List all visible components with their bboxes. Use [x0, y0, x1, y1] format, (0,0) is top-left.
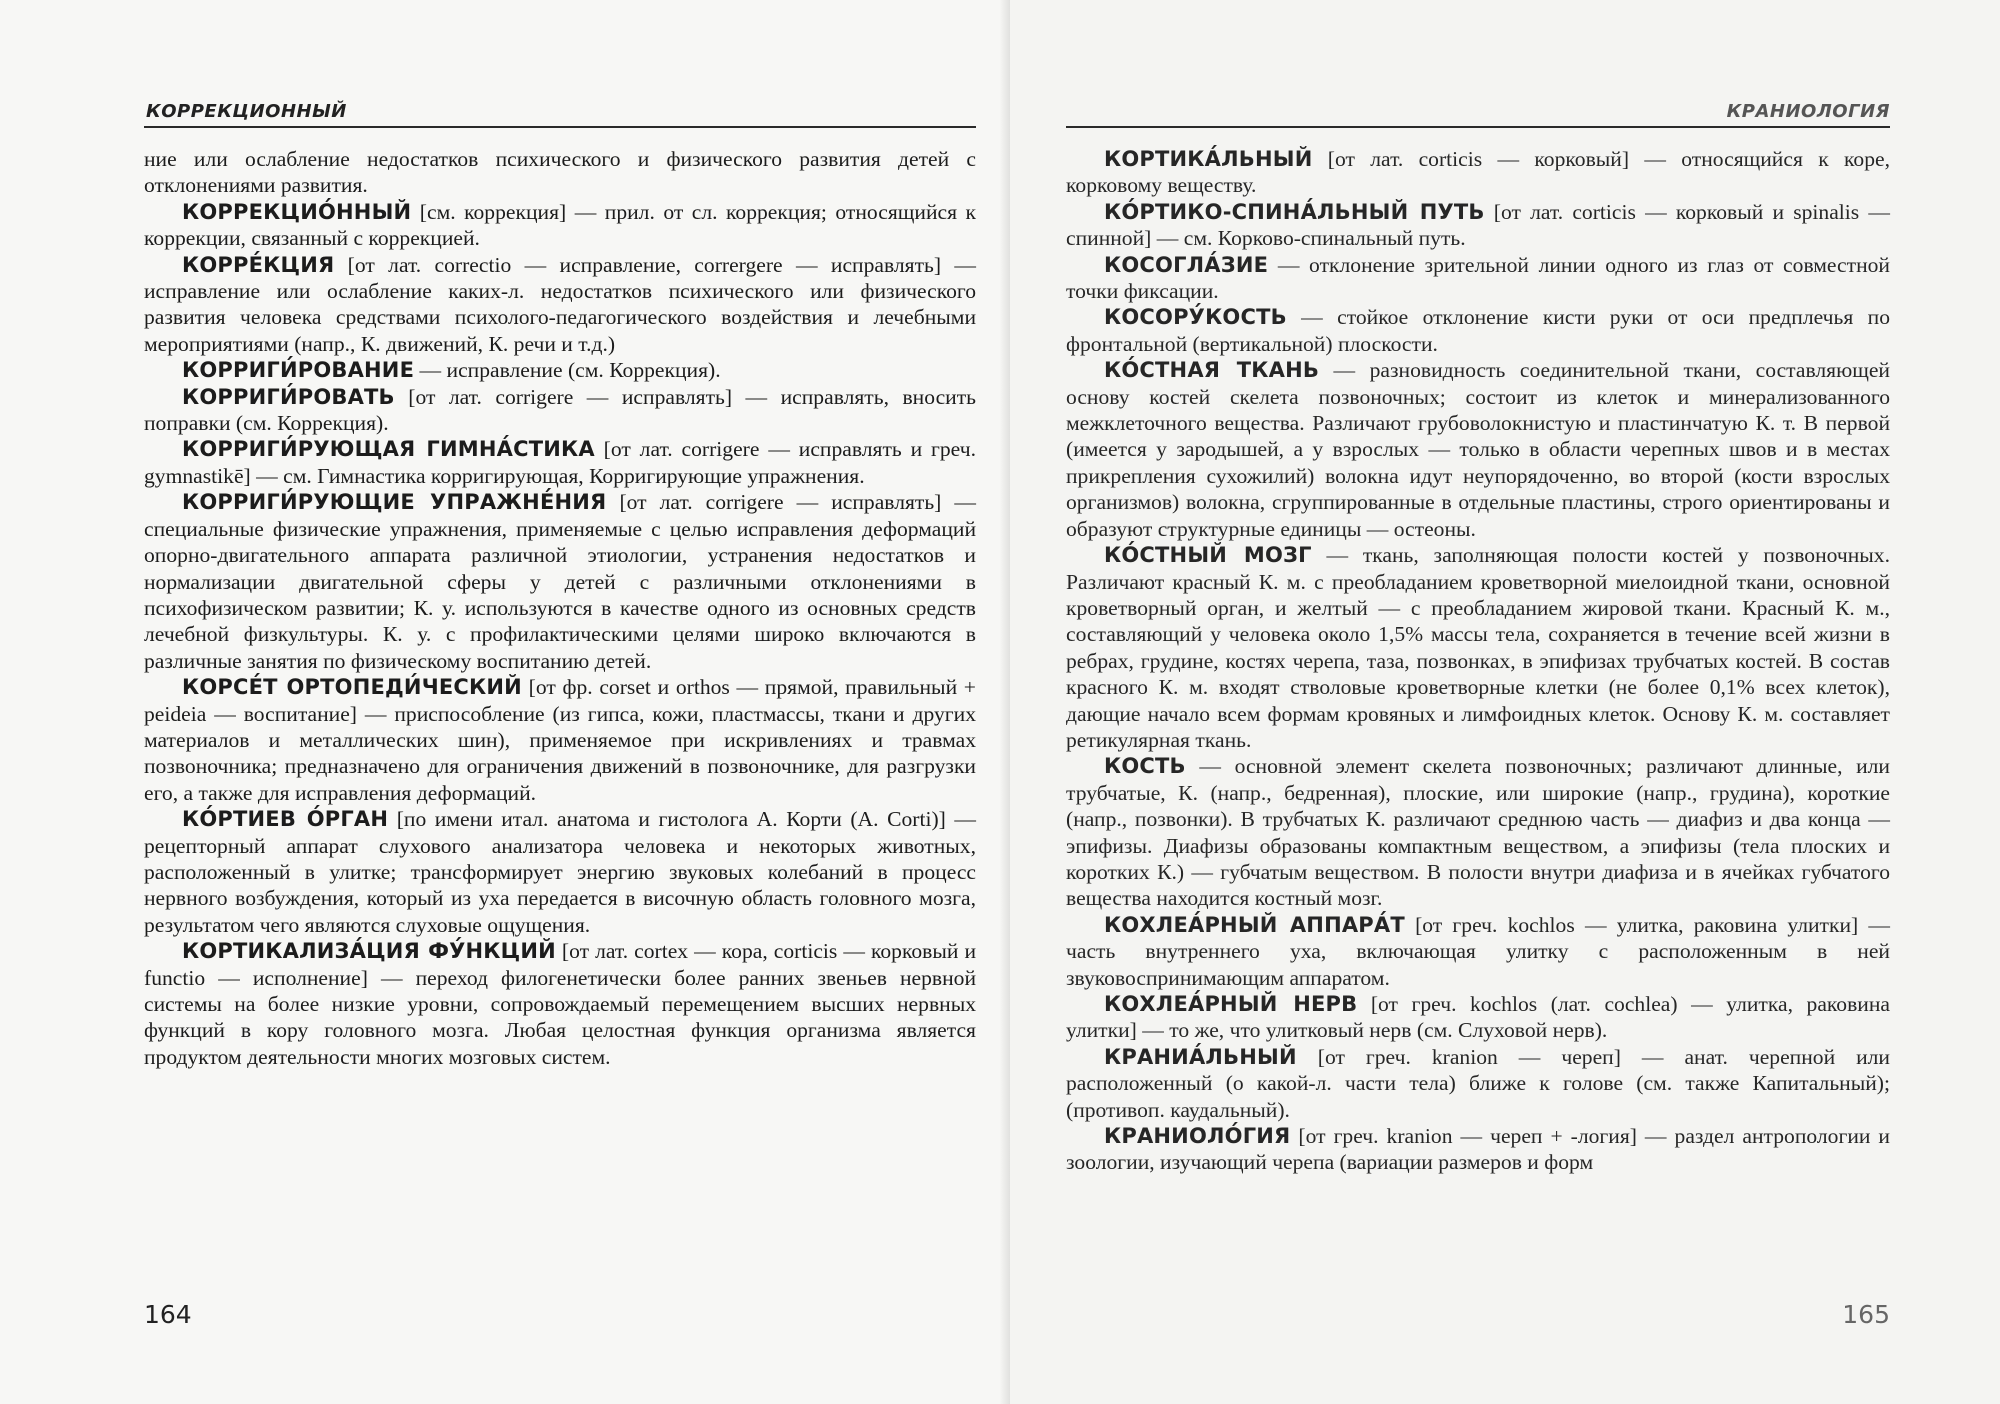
dictionary-entry: [1066, 1044, 1890, 1123]
entry-body: [от лат. corrigere — исправлять и греч. gymnastikē] — см. Гимнастика корригирующая, Корригирующие упражнения.: [144, 437, 976, 488]
dictionary-entry: [144, 436, 976, 489]
entry-term: КОХЛЕА́РНЫЙ НЕРВ: [1104, 992, 1358, 1016]
dictionary-entry: [144, 146, 976, 199]
right-text-column: [1066, 146, 1890, 1176]
entry-term: КРАНИА́ЛЬНЫЙ: [1104, 1044, 1297, 1069]
entry-body: [см. коррекция] — прил. от сл. коррекция; относящийся к коррекции, связанный с коррекцией.: [144, 199, 976, 251]
dictionary-entry: [1066, 542, 1890, 753]
left-running-head: КОРРЕКЦИОННЫЙ: [146, 101, 347, 122]
entry-term: КОРСЕ́Т ОРТОПЕДИ́ЧЕСКИЙ: [182, 675, 522, 700]
right-header-rule: [1066, 126, 1890, 128]
entry-body: [от греч. kranion — череп] — анат. черепной или расположенный (о какой-л. части тела) ближе к голове (см. также Капитальный); (противоп. каудальный).: [1066, 1044, 1890, 1122]
entry-body: [от лат. correctio — исправление, corrergere — исправлять] — исправление или ослабление каких-л. недостатков психического или физического развития человека средствами психолого-педагогического воздействия и лечебными мероприятиями (напр., К. движений, К. речи и т.д.): [144, 252, 976, 356]
entry-term: КРАНИОЛО́ГИЯ: [1104, 1124, 1291, 1149]
entry-term: КОРРИГИ́РОВАТЬ: [182, 384, 395, 409]
entry-term: КОСОГЛА́ЗИЕ: [1104, 252, 1269, 277]
right-running-head: КРАНИОЛОГИЯ: [1726, 101, 1890, 122]
dictionary-entry: [1066, 912, 1890, 991]
entry-term: КОРРЕ́КЦИЯ: [182, 252, 335, 277]
entry-body: — разновидность соединительной ткани, составляющей основу костей скелета позвоночных; состоит из клеток и минерализованного межклеточного вещества. Различают грубоволокнистую и пластинчатую К. т. В первой (имеется у зародышей, а у взрослых — только в области черепных швов и в местах прикрепления сухожилий) волокна идут неупорядоченно, во второй (кости взрослых организмов) волокна, сгруппированные в отдельные пластины, строго ориентированы и образуют структурные единицы — остеоны.: [1066, 358, 1890, 541]
entry-body: — стойкое отклонение кисти руки от оси предплечья по фронтальной (вертикальной) плоскости.: [1066, 305, 1890, 356]
entry-term: КОРТИКА́ЛЬНЫЙ: [1104, 147, 1313, 171]
entry-term: КОРРЕКЦИО́ННЫЙ: [182, 199, 412, 224]
dictionary-entry: [1066, 753, 1890, 911]
entry-term: КОРРИГИ́РУЮЩИЕ УПРАЖНЕ́НИЯ: [182, 490, 607, 515]
entry-term: КОРТИКАЛИЗА́ЦИЯ ФУ́НКЦИЙ: [182, 939, 556, 964]
entry-body: [от греч. kochlos (лат. cochlea) — улитка, раковина улитки] — то же, что улитковый нерв (см. Слуховой нерв).: [1066, 992, 1890, 1043]
entry-term: КОСТЬ: [1104, 754, 1186, 779]
dictionary-entry: [1066, 357, 1890, 542]
left-text-column: [144, 146, 976, 1070]
dictionary-entry: [144, 806, 976, 938]
entry-body: — отклонение зрительной линии одного из глаз от совместной точки фиксации.: [1066, 252, 1890, 304]
entry-term: КО́СТНАЯ ТКАНЬ: [1104, 358, 1320, 383]
dictionary-entry: [1066, 991, 1890, 1044]
left-page-number: 164: [144, 1300, 192, 1329]
dictionary-entry: [1066, 199, 1890, 252]
dictionary-entry: [144, 489, 976, 674]
entry-body: [по имени итал. анатома и гистолога А. Корти (A. Corti)] — рецепторный аппарат слухового анализатора человека и некоторых животных, расположенный в улитке; трансформирует энергию звуковых колебаний в процесс нервного возбуждения, который из уха передается в височную область головного мозга, результатом чего являются слуховые ощущения.: [144, 807, 976, 937]
dictionary-entry: [144, 252, 976, 358]
entry-body: [от лат. corticis — корковый и spinalis — спинной] — см. Корково-спинальный путь.: [1066, 199, 1890, 251]
entry-body: [от фр. corset и orthos — прямой, правильный + peideia — воспитание] — приспособление (из гипса, кожи, пластмассы, ткани и других материалов и металлических шин), применяемое при искривлениях и травмах позвоночника; предназначено для ограничения движений в позвоночнике, для разгрузки его, а также для исправления деформаций.: [144, 675, 976, 805]
entry-body: ние или ослабление недостатков психического и физического развития детей с отклонениями развития.: [144, 147, 976, 198]
dictionary-entry: [1066, 146, 1890, 199]
entry-term: КО́РТИКО-СПИНА́ЛЬНЫЙ ПУТЬ: [1104, 199, 1485, 224]
dictionary-entry: [144, 357, 976, 383]
left-header-rule: [144, 126, 976, 128]
right-page-number: 165: [1842, 1300, 1890, 1329]
entry-term: КОХЛЕА́РНЫЙ АППАРА́Т: [1104, 912, 1405, 937]
entry-body: [от греч. kochlos — улитка, раковина улитки] — часть внутреннего уха, включающая улитку с расположенным в ней звуковоспринимающим аппаратом.: [1066, 912, 1890, 990]
entry-body: [от лат. corrigere — исправлять] — специальные физические упражнения, применяемые с целью исправления деформаций опорно-двигательного аппарата различной этиологии, устранения недостатков и нормализации двигательной сферы у детей с различными отклонениями в психофизическом развитии; К. у. используются в качестве одного из основных средств лечебной физкультуры. К. у. с профилактическими целями широко включаются в различные занятия по физическому воспитанию детей.: [144, 490, 976, 673]
entry-term: КОРРИГИ́РОВАНИЕ: [182, 358, 415, 383]
dictionary-entry: [144, 938, 976, 1070]
entry-body: — исправление (см. Коррекция).: [414, 358, 721, 383]
entry-term: КОСОРУ́КОСТЬ: [1104, 305, 1287, 330]
dictionary-entry: [1066, 1123, 1890, 1176]
entry-body: [от греч. kranion — череп + -логия] — раздел антропологии и зоологии, изучающий черепа (вариации размеров и форм: [1066, 1124, 1890, 1175]
dictionary-entry: [144, 674, 976, 806]
entry-body: — основной элемент скелета позвоночных; различают длинные, или трубчатые, К. (напр., бедренная), плоские, или широкие (напр., грудина), короткие (напр., позвонки). В трубчатых К. различают среднюю часть — диафиз и два конца — эпифизы. Диафизы образованы компактным веществом, а эпифизы (тела плоских и коротких К.) — губчатым веществом. В полости внутри диафиза и в ячейках губчатого вещества находится костный мозг.: [1066, 754, 1890, 911]
right-page: [1010, 0, 2000, 1404]
entry-term: КО́СТНЫЙ МОЗГ: [1104, 543, 1312, 568]
entry-body: [от лат. cortex — кора, corticis — корковый и functio — исполнение] — переход филогенетически более ранних звеньев нервной системы на более низкие уровни, сопровождаемый перемещением высших нервных функций в кору головного мозга. Любая целостная функция организма является продуктом деятельности многих мозговых систем.: [144, 939, 977, 1069]
entry-body: — ткань, заполняющая полости костей у позвоночных. Различают красный К. м. с преобладанием кроветворной миелоидной ткани, основной кроветворный орган, и желтый — с преобладанием жировой ткани. Красный К. м., составляющий у человека около 1,5% массы тела, сохраняется в течение всей жизни в ребрах, грудине, костях черепа, таза, позвонках, в эпифизах трубчатых костей. В состав красного К. м. входят стволовые кроветворные клетки (не более 0,1% всех клеток), дающие начало всем формам кровяных и лимфоидных клеток. Основу К. м. составляет ретикулярная ткань.: [1066, 543, 1890, 752]
dictionary-entry: [144, 199, 976, 252]
entry-term: КОРРИГИ́РУЮЩАЯ ГИМНА́СТИКА: [182, 437, 595, 462]
entry-term: КО́РТИЕВ О́РГАН: [182, 807, 389, 832]
entry-body: [от лат. corticis — корковый] — относящийся к коре, корковому веществу.: [1066, 147, 1890, 198]
dictionary-entry: [1066, 304, 1890, 357]
dictionary-entry: [144, 384, 976, 437]
dictionary-entry: [1066, 252, 1890, 305]
entry-body: [от лат. corrigere — исправлять] — исправлять, вносить поправки (см. Коррекция).: [144, 384, 976, 436]
